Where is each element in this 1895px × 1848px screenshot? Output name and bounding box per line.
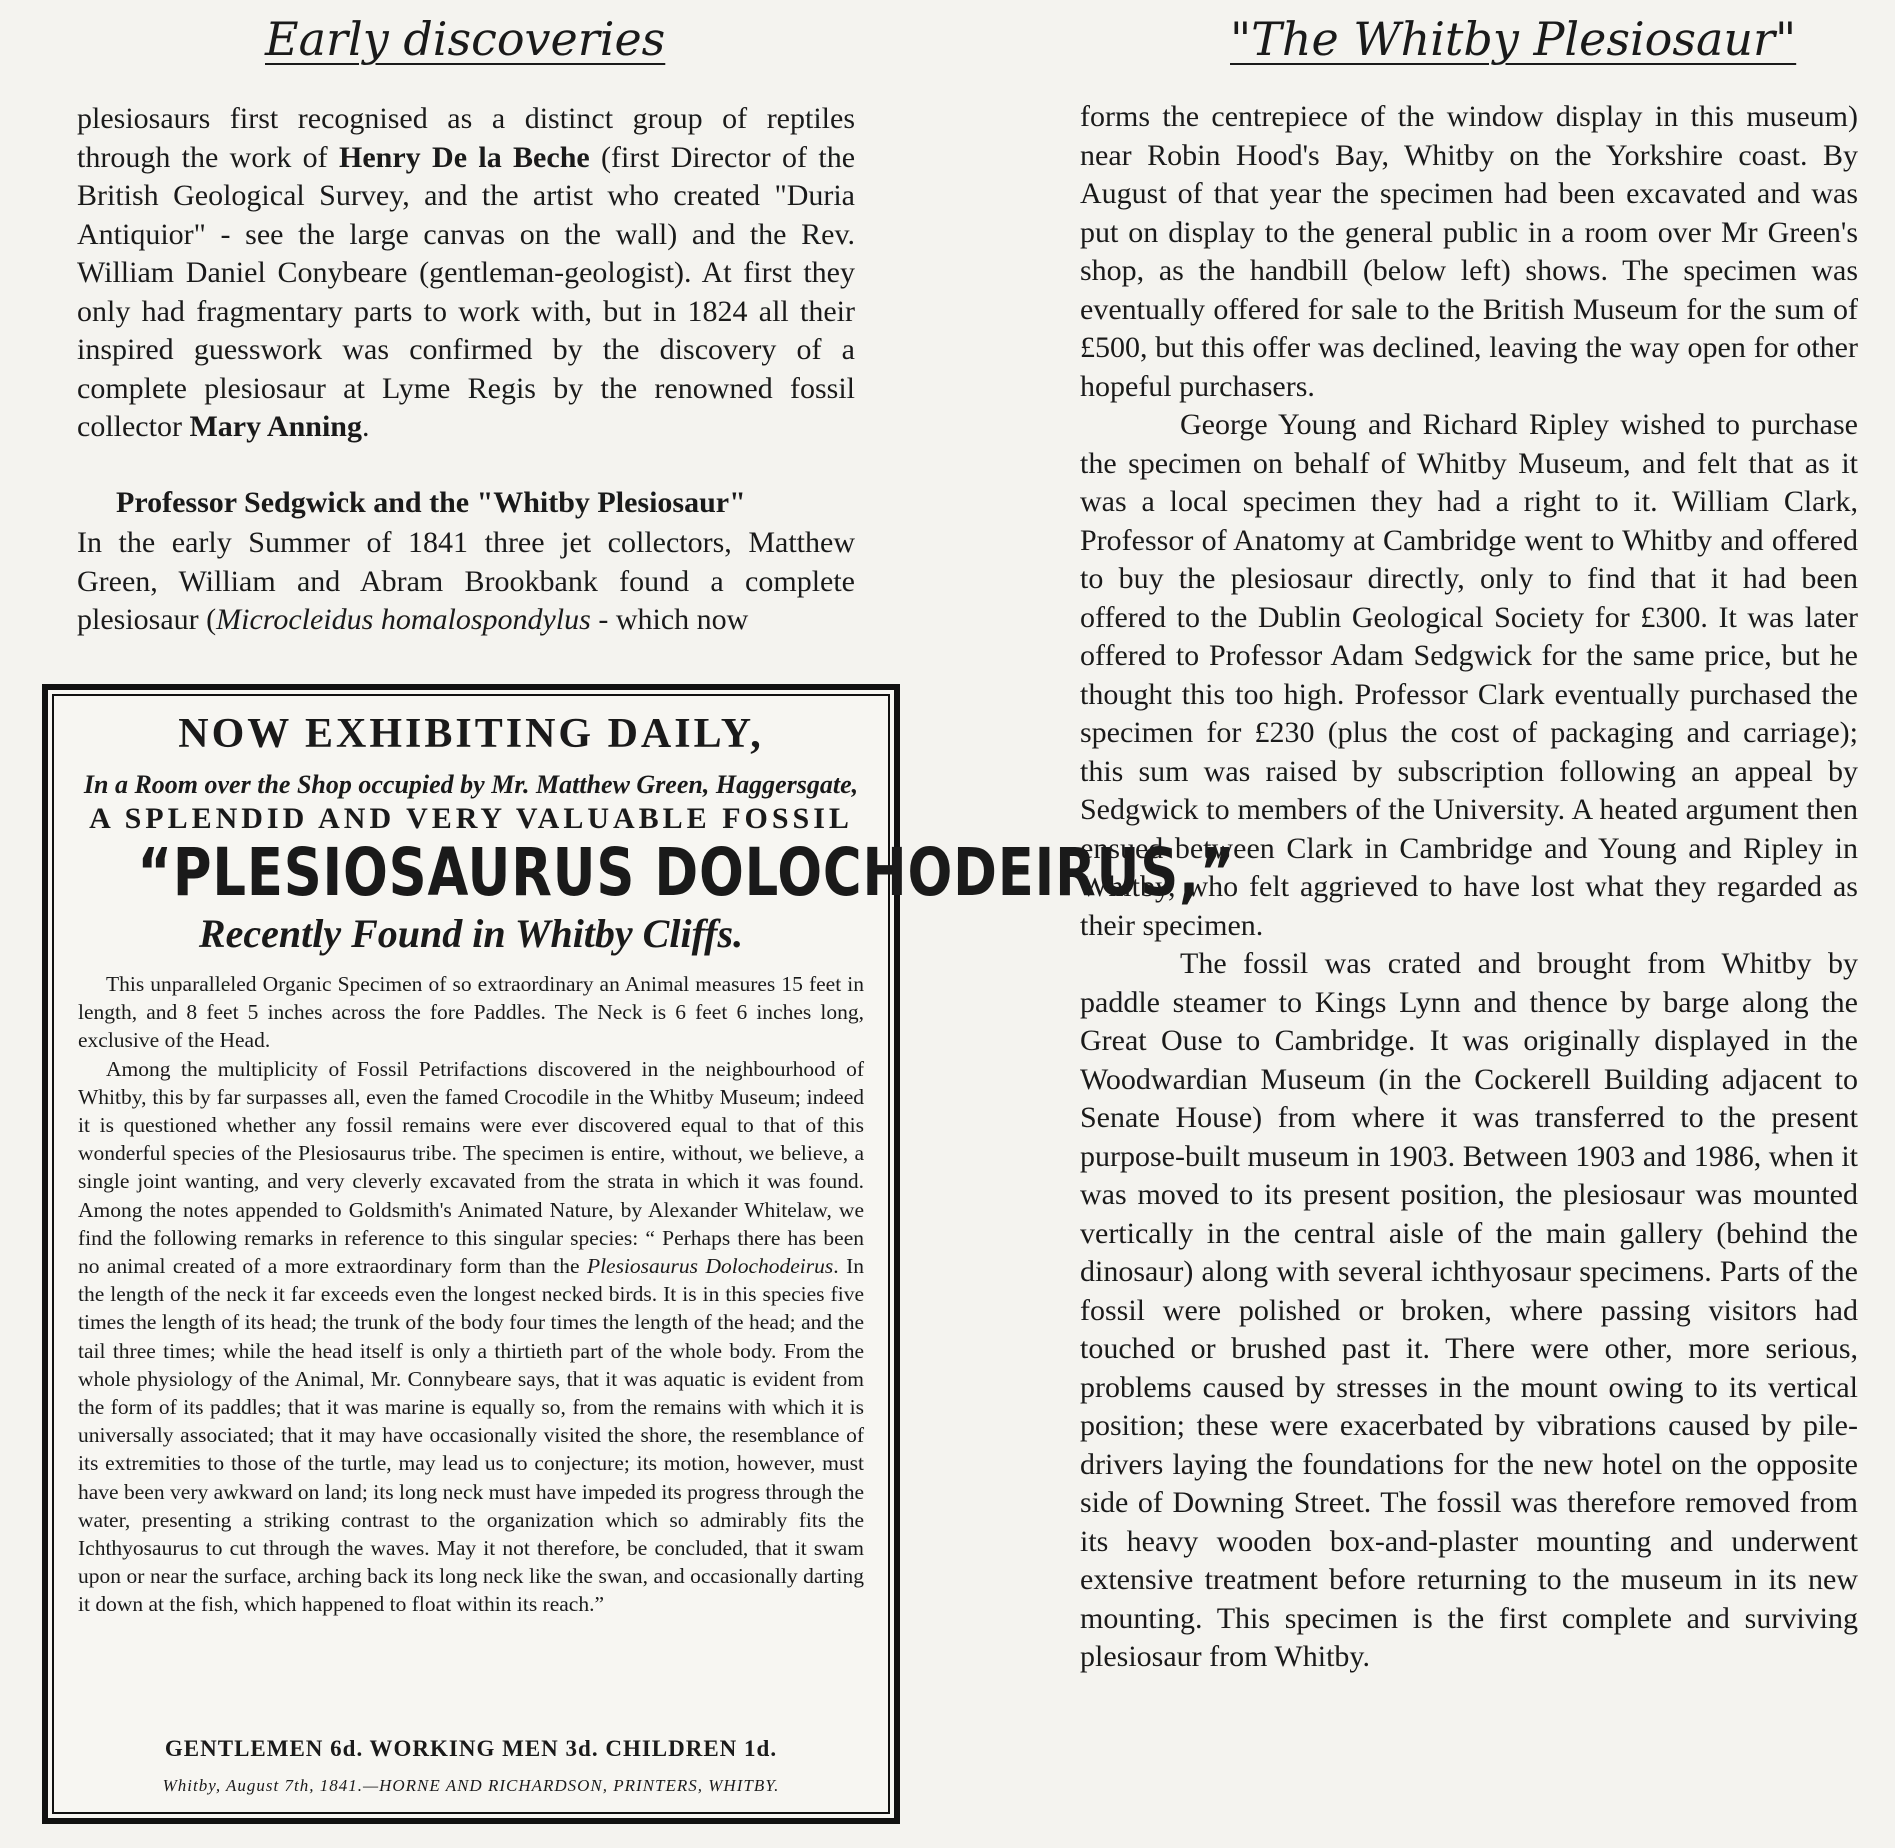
handbill-imprint: Whitby, August 7th, 1841.—HORNE AND RICHARDSON, PRINTERS, WHITBY. <box>162 1776 780 1795</box>
handbill-body <box>78 970 864 1619</box>
handbill-paragraph-2 <box>78 1055 864 1619</box>
discovery-paragraph <box>77 524 855 640</box>
intro-paragraph <box>77 100 855 447</box>
name-mary-anning: Mary Anning <box>189 410 362 443</box>
handbill-found: Recently Found in Whitby Cliffs. <box>198 911 744 956</box>
discovery-text-1: In the early Summer of 1841 three jet collectors, Matthew Green, William and Abram Brookbank found a complete plesiosaur ( <box>77 526 855 636</box>
handbill-prices: GENTLEMEN 6d. WORKING MEN 3d. CHILDREN 1d. <box>164 1736 778 1761</box>
handbill-tagline: A SPLENDID AND VERY VALUABLE FOSSIL <box>89 802 853 835</box>
handbill-text-a: Among the multiplicity of Fossil Petrifactions discovered in the neighbourhood of Whitby, this by far surpasses all, even the famed Crocodile in the Whitby Museum; indeed it is questioned whether any fossil remains were ever discovered equal to that of this wonderful species of the Plesiosaurus tribe. The specimen is entire, without, we believe, a single joint wanting, and very cleverly excavated from the strata in which it was found. Among the notes appended to Goldsmith's Animated Nature, by Alexander Whitelaw, we find the following remarks in reference to this singular species: “ Perhaps there has been no animal created of a more extraordinary form than the <box>78 1056 864 1279</box>
left-page-title: Early discoveries <box>265 12 666 66</box>
handbill-inner-frame <box>52 694 1236 1814</box>
intro-text-2: (first Director of the British Geological Survey, and the artist who created "Duria Antiquior" - see the large canvas on the wall) and the Rev. William Daniel Conybeare (gentleman-geologist). At first they only had fragmentary parts to work with, but in 1824 all their inspired guesswork was confirmed by the discovery of a complete plesiosaur at Lyme Regis by the renowned fossil collector <box>77 140 856 443</box>
right-body <box>1080 98 1858 1677</box>
right-paragraph-3: The fossil was crated and brought from Whitby by paddle steamer to Kings Lynn and thence by barge along the Great Ouse to Cambridge. It was originally displayed in the Woodwardian Museum (in the Cockerell Building adjacent to Senate House) from where it was transferred to the present purpose-built museum in 1903. Between 1903 and 1986, when it was moved to its present position, the plesiosaur was mounted vertically in the central aisle of the main gallery (behind the dinosaur) along with several ichthyosaur specimens. Parts of the fossil were polished or broken, where passing visitors had touched or brushed past it. There were other, more serious, problems caused by stresses in the mount owing to its vertical position; these were exacerbated by vibrations caused by pile-drivers laying the foundations for the new hotel on the opposite side of Downing Street. The fossil was therefore removed from its heavy wooden box-and-plaster mounting and underwent extensive treatment before returning to the museum in its new mounting. This specimen is the first complete and surviving plesiosaur from Whitby. <box>1080 947 1858 1673</box>
intro-text-3: . <box>361 410 370 443</box>
handbill-venue: In a Room over the Shop occupied by Mr. Matthew Green, Haggersgate, <box>83 770 859 799</box>
name-de-la-beche: Henry De la Beche <box>339 140 590 174</box>
handbill-image <box>42 684 1236 1824</box>
intro-text-1: plesiosaurs first recognised as a distinct group of reptiles through the work of <box>77 102 855 174</box>
handbill-fossil-name: “PLESIOSAURUS DOLOCHODEIRUS,” <box>137 834 1236 911</box>
right-paragraph-2: George Young and Richard Ripley wished to purchase the specimen on behalf of Whitby Museum, and felt that as it was a local specimen they had a right to it. William Clark, Professor of Anatomy at Cambridge went to Whitby and offered to buy the plesiosaur directly, only to find that it had been offered to the Dublin Geological Society for £300. It was later offered to Professor Adam Sedgwick for the same price, but he thought this too high. Professor Clark eventually purchased the specimen for £230 (plus the cost of packaging and carriage); this sum was raised by subscription following an appeal by Sedgwick to members of the University. A heated argument then ensued between Clark in Cambridge and Young and Ripley in Whitby, who felt aggrieved to have lost what they regarded as their specimen. <box>1080 408 1858 942</box>
handbill-text-b: . In the length of the neck it far exceeds even the longest necked birds. It is in this species five times the length of its head; the trunk of the body four times the length of the head; and the tail three times; while the head itself is only a thirtieth part of the whole body. From the whole physiology of the Animal, Mr. Connybeare says, that it was aquatic is evident from the form of its paddles; that it was marine is equally so, from the remains with which it is universally associated; that it may have occasionally visited the shore, the resemblance of its extremities to those of the turtle, may lead us to conjecture; its motion, however, must have been very awkward on land; its long neck must have impeded its progress through the water, presenting a striking contrast to the organization which so admirably fits the Ichthyosaurus to cut through the waves. May it not therefore, be concluded, that it swam upon or near the surface, arching back its long neck like the swan, and occasionally darting it down at the fish, which happened to float within its reach.” <box>78 1254 864 1617</box>
right-page-title: "The Whitby Plesiosaur" <box>1230 12 1797 66</box>
discovery-text-2: - which now <box>590 603 749 636</box>
species-name: Microcleidus homalospondylus <box>216 603 591 636</box>
handbill-species: Plesiosaurus Dolochodeirus <box>586 1254 834 1279</box>
handbill-headline: NOW EXHIBITING DAILY, <box>178 711 764 757</box>
section-subheading: Professor Sedgwick and the "Whitby Plesiosaur" <box>116 486 746 519</box>
right-paragraph-1: forms the centrepiece of the window display in this museum) near Robin Hood's Bay, Whitby on the Yorkshire coast. By August of that year the specimen had been excavated and was put on display to the general public in a room over Mr Green's shop, as the handbill (below left) shows. The specimen was eventually offered for sale to the British Museum for the sum of £500, but this offer was declined, leaving the way open for other hopeful purchasers. <box>1080 100 1858 403</box>
handbill-paragraph-1: This unparalleled Organic Specimen of so extraordinary an Animal measures 15 feet in length, and 8 feet 5 inches across the fore Paddles. The Neck is 6 feet 6 inches long, exclusive of the Head. <box>78 972 864 1053</box>
